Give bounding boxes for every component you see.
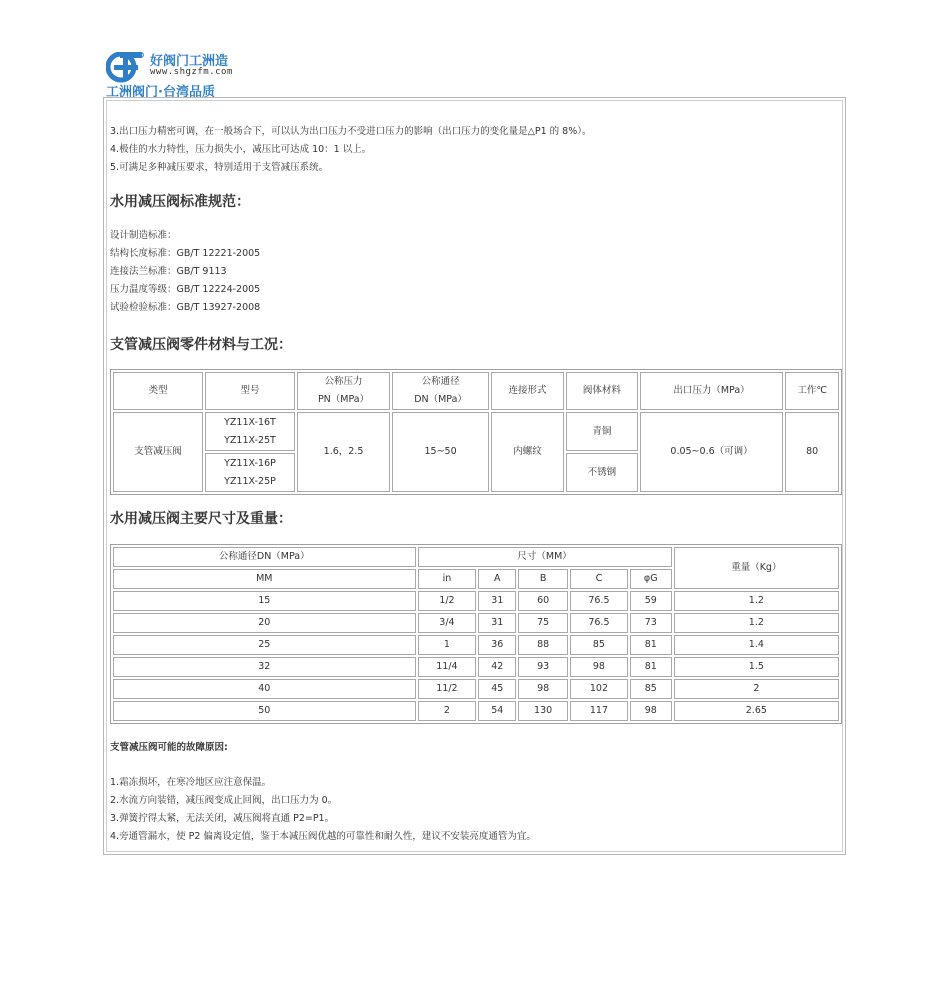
company-logo (106, 50, 246, 100)
table-cell: 1 (418, 635, 477, 655)
header-cell: MM (113, 569, 416, 589)
logo-name: 好阀门工洲造 (150, 54, 229, 69)
content-frame (103, 97, 846, 855)
header-cell: 连接形式 (491, 372, 564, 410)
table-cell: 93 (518, 657, 568, 677)
header-cell: 工作℃ (785, 372, 839, 410)
outlet-pressure-cell: 0.05~0.6（可调） (640, 412, 784, 492)
table-cell: 45 (478, 679, 516, 699)
temperature-cell: 80 (785, 412, 839, 492)
fault-item: 1.霜冻损坏，在寒冷地区应注意保温。 (110, 777, 272, 788)
table-row (113, 613, 839, 633)
table-cell: 81 (630, 635, 672, 655)
table-cell: 88 (518, 635, 568, 655)
header-cell: A (478, 569, 516, 589)
table-cell: 98 (570, 657, 628, 677)
body-material-cell: 不锈钢 (566, 453, 638, 492)
table-row (113, 591, 839, 611)
connection-cell: 内螺纹 (491, 412, 564, 492)
features-list (110, 123, 592, 177)
table-header-row (113, 372, 839, 410)
dimensions-table (110, 544, 842, 724)
header-cell: φG (630, 569, 672, 589)
table-cell: 20 (113, 613, 416, 633)
table-cell: 1.5 (674, 657, 839, 677)
header-cell: 出口压力（MPa） (640, 372, 784, 410)
standard-item: 连接法兰标准：GB/T 9113 (110, 266, 227, 277)
table-cell: 117 (570, 701, 628, 721)
table-cell: 31 (478, 613, 516, 633)
header-cell: 阀体材料 (566, 372, 638, 410)
logo-mark-icon (106, 52, 144, 84)
table-cell: 2.65 (674, 701, 839, 721)
faults-list (110, 774, 536, 846)
fault-item: 2.水流方向装错，减压阀变成止回阀，出口压力为 0。 (110, 795, 338, 806)
header-cell: 型号 (205, 372, 295, 410)
logo-url: www.shgzfm.com (150, 67, 233, 77)
table-cell: 130 (518, 701, 568, 721)
model-cell: YZ11X-16P YZ11X-25P (205, 453, 295, 492)
table-cell: 32 (113, 657, 416, 677)
standard-item: 试验检验标准：GB/T 13927-2008 (110, 302, 261, 313)
faults-heading: 支管减压阀可能的故障原因: (110, 742, 228, 753)
table-cell: 2 (418, 701, 477, 721)
table-cell: 40 (113, 679, 416, 699)
table-cell: 50 (113, 701, 416, 721)
fault-item: 3.弹簧拧得太紧，无法关闭，减压阀将直通 P2=P1。 (110, 813, 335, 824)
table-row (113, 412, 839, 451)
table-cell: 81 (630, 657, 672, 677)
feature-item: 4.极佳的水力特性，压力损失小，减压比可达成 10：1 以上。 (110, 144, 372, 155)
table-header-row (113, 547, 839, 567)
table-cell: 31 (478, 591, 516, 611)
table-cell: 85 (570, 635, 628, 655)
materials-heading: 支管减压阀零件材料与工况： (110, 337, 292, 353)
table-cell: 1/2 (418, 591, 477, 611)
table-row (113, 701, 839, 721)
header-cell: 公称通径 DN（MPa） (392, 372, 489, 410)
table-cell: 75 (518, 613, 568, 633)
table-cell: 60 (518, 591, 568, 611)
header-cell: 重量（Kg） (674, 547, 839, 589)
table-cell: 54 (478, 701, 516, 721)
table-cell: 85 (630, 679, 672, 699)
table-cell: 25 (113, 635, 416, 655)
header-cell: 公称压力 PN（MPa） (297, 372, 390, 410)
pn-cell: 1.6，2.5 (297, 412, 390, 492)
table-cell: 1.2 (674, 613, 839, 633)
table-cell: 59 (630, 591, 672, 611)
body-material-cell: 青铜 (566, 412, 638, 451)
standards-list (110, 227, 260, 317)
table-cell: 1.2 (674, 591, 839, 611)
table-cell: 102 (570, 679, 628, 699)
table-cell: 76.5 (570, 613, 628, 633)
standards-heading: 水用减压阀标准规范： (110, 194, 250, 210)
dimensions-heading: 水用减压阀主要尺寸及重量： (110, 511, 292, 527)
header-cell: 公称通径DN（MPa） (113, 547, 416, 567)
feature-item: 3.出口压力精密可调，在一般场合下，可以认为出口压力不受进口压力的影响（出口压力的变化量是△P1 的 8%）。 (110, 126, 592, 137)
model-cell: YZ11X-16T YZ11X-25T (205, 412, 295, 451)
materials-table (110, 369, 842, 495)
dn-cell: 15~50 (392, 412, 489, 492)
table-cell: 11/4 (418, 657, 477, 677)
fault-item: 4.旁通管漏水，使 P2 偏离设定值，鉴于本减压阀优越的可靠性和耐久性，建议不安装亮度通管为宜。 (110, 831, 536, 842)
table-cell: 98 (630, 701, 672, 721)
standard-item: 设计制造标准： (110, 230, 177, 241)
table-row (113, 635, 839, 655)
table-cell: 42 (478, 657, 516, 677)
table-cell: 11/2 (418, 679, 477, 699)
type-cell: 支管减压阀 (113, 412, 203, 492)
table-cell: 98 (518, 679, 568, 699)
feature-item: 5.可满足多种减压要求，特别适用于支管减压系统。 (110, 162, 329, 173)
header-cell: 尺寸（MM） (418, 547, 672, 567)
header-cell: B (518, 569, 568, 589)
table-cell: 1.4 (674, 635, 839, 655)
table-cell: 15 (113, 591, 416, 611)
header-cell: in (418, 569, 477, 589)
table-cell: 3/4 (418, 613, 477, 633)
table-row (113, 679, 839, 699)
table-row (113, 657, 839, 677)
standard-item: 结构长度标准：GB/T 12221-2005 (110, 248, 261, 259)
standard-item: 压力温度等级：GB/T 12224-2005 (110, 284, 261, 295)
header-cell: 类型 (113, 372, 203, 410)
table-cell: 36 (478, 635, 516, 655)
table-cell: 73 (630, 613, 672, 633)
table-cell: 76.5 (570, 591, 628, 611)
header-cell: C (570, 569, 628, 589)
table-cell: 2 (674, 679, 839, 699)
logo-slogan: 工洲阀门·台湾品质 (106, 85, 215, 100)
